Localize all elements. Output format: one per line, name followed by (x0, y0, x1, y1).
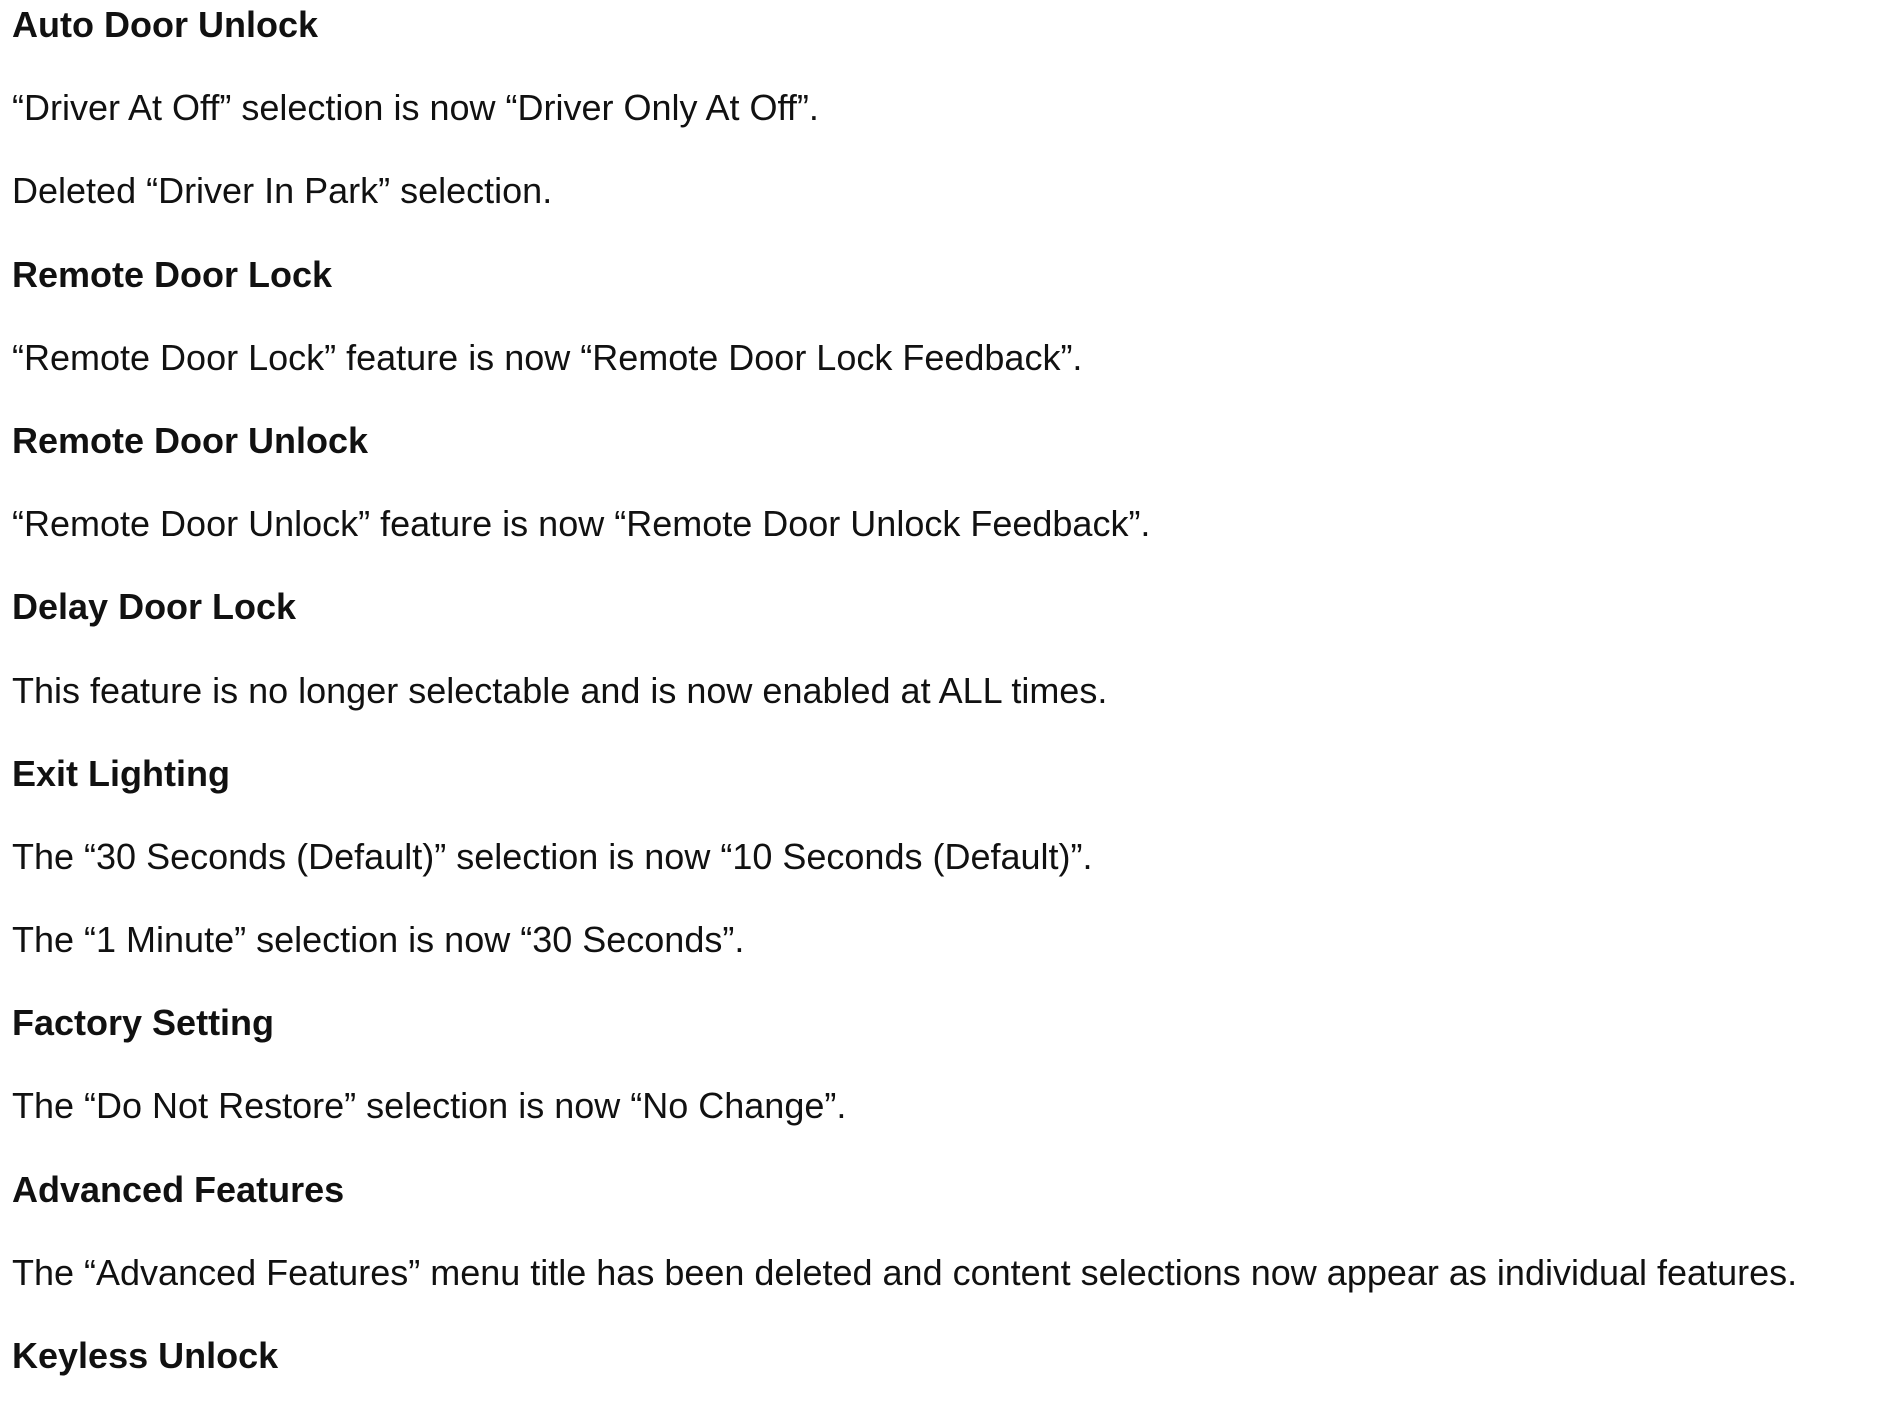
section-paragraph: The “Advanced Features” menu title has been deleted and content selections now appear as individual features. (12, 1251, 1798, 1293)
section-heading: Remote Door Lock (12, 253, 333, 295)
section-paragraph: “Remote Door Unlock” feature is now “Remote Door Unlock Feedback”. (12, 503, 1151, 545)
section-paragraph: The “1 Minute” selection is now “30 Seconds”. (12, 919, 745, 961)
section-heading: Auto Door Unlock (12, 4, 318, 45)
section-paragraph: The “30 Seconds (Default)” selection is now “10 Seconds (Default)”. (12, 835, 1093, 877)
section-paragraph: This feature is no longer selectable and is now enabled at ALL times. (12, 669, 1108, 711)
section-paragraph: “Remote Door Lock” feature is now “Remote Door Lock Feedback”. (12, 336, 1083, 378)
section-paragraph: The “Do Not Restore” selection is now “No Change”. (12, 1085, 847, 1127)
document-body (12, 0, 1892, 1414)
section-paragraph: Deleted “Driver In Park” selection. (12, 170, 553, 212)
section-heading: Remote Door Unlock (12, 419, 369, 461)
section-heading: Factory Setting (12, 1002, 275, 1044)
section-heading: Exit Lighting (12, 752, 230, 794)
section-heading: Keyless Unlock (12, 1335, 279, 1376)
section-paragraph: “Driver At Off” selection is now “Driver Only At Off”. (12, 87, 819, 129)
section-heading: Advanced Features (12, 1168, 345, 1210)
section-heading: Delay Door Lock (12, 586, 297, 628)
